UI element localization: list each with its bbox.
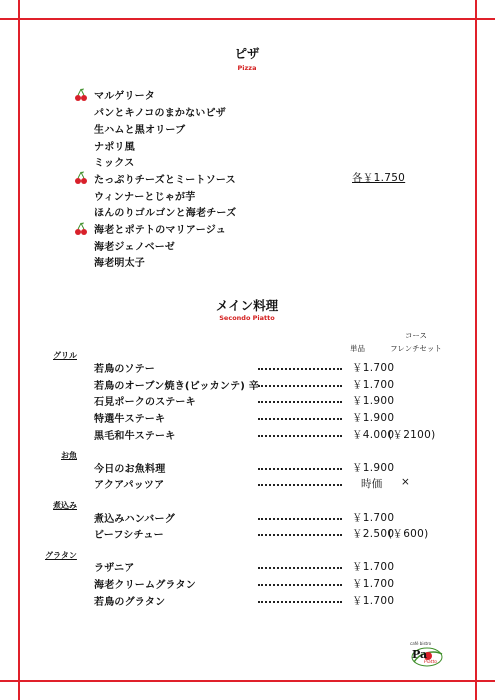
menu-item-name: 黒毛和牛ステーキ <box>94 431 176 442</box>
header-course-sub: フレンチセット <box>390 344 442 353</box>
category-label: グリル <box>53 351 77 360</box>
cherry-icon <box>74 222 88 236</box>
menu-item-course-price: × <box>401 476 411 488</box>
menu-item-course-price: (￥2100) <box>388 429 436 441</box>
menu-item-name: 石見ポークのステーキ <box>94 397 196 408</box>
menu-item-name: アクアパッツア <box>94 480 165 491</box>
menu-item-price: ￥1.900 <box>352 412 395 424</box>
pizza-item: マルゲリータ <box>94 91 155 102</box>
pizza-item: 生ハムと黒オリーブ <box>94 125 186 136</box>
main-title: メイン料理 <box>215 298 279 313</box>
menu-item-name: 海老クリームグラタン <box>94 580 196 591</box>
menu-item-price: ￥1.700 <box>352 362 395 374</box>
dot-leader <box>258 534 342 536</box>
menu-item-price: ￥2.500 <box>352 528 395 540</box>
header-single: 単品 <box>350 344 365 353</box>
frame-line-right <box>475 0 477 700</box>
menu-item-name: 煮込みハンバーグ <box>94 514 175 525</box>
frame-line-bottom <box>0 680 495 682</box>
dot-leader <box>258 601 342 603</box>
menu-item-price: ￥4.000 <box>352 429 395 441</box>
menu-item-name: 特選牛ステーキ <box>94 414 166 425</box>
frame-line-left <box>18 0 20 700</box>
menu-item-price: ￥1.900 <box>352 395 395 407</box>
menu-item-price: ￥1.700 <box>352 578 395 590</box>
menu-item-name: 若鳥のオーブン焼き(ピッカンテ) 辛 <box>94 381 259 392</box>
pizza-item: ミックス <box>94 158 135 169</box>
menu-item-price: ￥1.700 <box>352 379 395 391</box>
pizza-item: 海老ジェノベーゼ <box>94 242 175 253</box>
dot-leader <box>258 567 342 569</box>
cherry-icon <box>74 171 88 185</box>
dot-leader <box>258 401 342 403</box>
menu-item-price: ￥1.700 <box>352 561 395 573</box>
menu-item-name: ビーフシチュー <box>94 530 164 541</box>
dot-leader <box>258 385 342 387</box>
pizza-item: たっぷりチーズとミートソース <box>94 175 236 186</box>
menu-item-price: ￥1.700 <box>352 595 395 607</box>
category-label: お魚 <box>61 451 77 460</box>
menu-item-name: 若鳥のグラタン <box>94 597 166 608</box>
menu-item-price: ￥1.700 <box>352 512 395 524</box>
logo-top-text: café bistro <box>410 641 432 646</box>
menu-item-price: 時価 <box>361 478 383 490</box>
pizza-item: 海老とポテトのマリアージュ <box>94 225 226 236</box>
cherry-icon <box>74 88 88 102</box>
pizza-item: 海老明太子 <box>94 258 145 269</box>
menu-item-name: 若鳥のソテー <box>94 364 155 375</box>
pizza-subtitle: Pizza <box>237 64 257 72</box>
dot-leader <box>258 584 342 586</box>
category-label: グラタン <box>45 551 77 560</box>
dot-leader <box>258 418 342 420</box>
dot-leader <box>258 468 342 470</box>
category-label: 煮込み <box>53 501 77 510</box>
pizza-item: ナポリ風 <box>94 142 135 153</box>
frame-line-top <box>0 18 495 20</box>
logo-script-text: Piatto <box>424 660 438 665</box>
pizza-item: ウィンナーとじゃが芋 <box>94 192 196 203</box>
pizza-item: ほんのりゴルゴンと海老チーズ <box>94 208 237 219</box>
pizza-item: パンとキノコのまかないピザ <box>94 108 226 119</box>
menu-item-name: ラザニア <box>94 563 135 574</box>
dot-leader <box>258 484 342 486</box>
pizza-title: ピザ <box>234 46 260 61</box>
logo-main-text: Pa <box>412 648 428 661</box>
dot-leader <box>258 435 342 437</box>
main-subtitle: Secondo Piatto <box>219 314 275 322</box>
pizza-price: 各￥1.750 <box>352 172 406 184</box>
menu-item-price: ￥1.900 <box>352 462 395 474</box>
dot-leader <box>258 368 342 370</box>
dot-leader <box>258 518 342 520</box>
menu-item-name: 今日のお魚料理 <box>94 464 166 475</box>
menu-item-course-price: (￥600) <box>388 528 429 540</box>
header-course: コース <box>404 331 428 340</box>
